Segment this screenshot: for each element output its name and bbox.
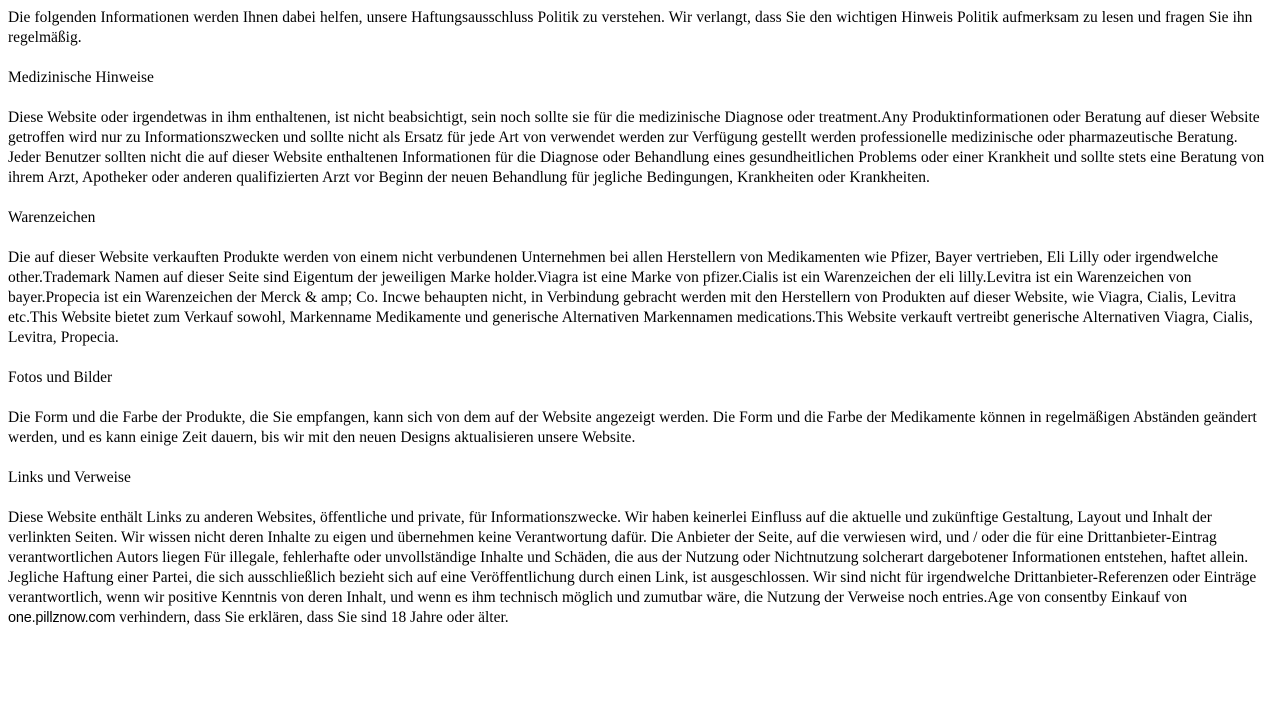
intro-paragraph: Die folgenden Informationen werden Ihnen dabei helfen, unsere Haftungsausschluss Politik zu verstehen. Wir verlangt, dass Sie den wichtigen Hinweis Politik aufmerksam zu lesen und fragen Sie ihn regelmäßig.	[8, 9, 1253, 46]
heading-photos: Fotos und Bilder	[8, 369, 113, 386]
photos-paragraph: Die Form und die Farbe der Produkte, die Sie empfangen, kann sich von dem auf der Website angezeigt werden. Die Form und die Farbe der Medikamente können in regelmäßigen Abständen geändert werden, und es kann einige Zeit dauern, bis wir mit den neuen Designs aktualisieren unsere Website.	[8, 409, 1257, 446]
links-paragraph	[8, 508, 1272, 628]
heading-medical-notice: Medizinische Hinweise	[8, 69, 154, 86]
heading-links: Links und Verweise	[8, 469, 131, 486]
links-text-before-domain: Diese Website enthält Links zu anderen Websites, öffentliche und private, für Informationszwecke. Wir haben keinerlei Einfluss auf die aktuelle und zukünftige Gestaltung, Layout und Inhalt der verlinkten Seiten. Wir wissen nicht deren Inhalte zu eigen und übernehmen keine Verantwortung dafür. Die Anbieter der Seite, auf die verwiesen wird, und / oder die für eine Drittanbieter-Eintrag verantwortlichen Autors liegen Für illegale, fehlerhafte oder unvollständige Inhalte und Schäden, die aus der Nutzung oder Nichtnutzung solcherart dargebotener Informationen entstehen, haftet allein. Jegliche Haftung einer Partei, die sich ausschließlich bezieht sich auf eine Veröffentlichung durch einen Link, ist ausgeschlossen. Wir sind nicht für irgendwelche Drittanbieter-Referenzen oder Einträge verantwortlich, wenn wir positive Kenntnis von deren Inhalt, und wenn es ihm technisch möglich und zumutbar wäre, die Nutzung der Verweise noch entries.Age von consentby Einkauf von	[8, 509, 1257, 606]
site-domain: one.pillznow.com	[8, 610, 116, 626]
links-text-after-domain: verhindern, dass Sie erklären, dass Sie sind 18 Jahre oder älter.	[119, 609, 509, 626]
heading-trademarks: Warenzeichen	[8, 209, 96, 226]
medical-notice-paragraph: Diese Website oder irgendetwas in ihm enthaltenen, ist nicht beabsichtigt, sein noch sollte sie für die medizinische Diagnose oder treatment.Any Produktinformationen oder Beratung auf dieser Website getroffen wird nur zu Informationszwecken und sollte nicht als Ersatz für jede Art von verwendet werden zur Verfügung gestellt werden professionelle medizinische oder pharmazeutische Beratung. Jeder Benutzer sollten nicht die auf dieser Website enthaltenen Informationen für die Diagnose oder Behandlung eines gesundheitlichen Problems oder einer Krankheit und sollte stets eine Beratung von ihrem Arzt, Apotheker oder anderen qualifizierten Arzt vor Beginn der neuen Behandlung für jegliche Bedingungen, Krankheiten oder Krankheiten.	[8, 109, 1265, 186]
trademarks-paragraph: Die auf dieser Website verkauften Produkte werden von einem nicht verbundenen Unternehmen bei allen Herstellern von Medikamenten wie Pfizer, Bayer vertrieben, Eli Lilly oder irgendwelche other.Trademark Namen auf dieser Seite sind Eigentum der jeweiligen Marke holder.Viagra ist eine Marke von pfizer.Cialis ist ein Warenzeichen der eli lilly.Levitra ist ein Warenzeichen von bayer.Propecia ist ein Warenzeichen der Merck & amp; Co. Incwe behaupten nicht, in Verbindung gebracht werden mit den Herstellern von Produkten auf dieser Website, wie Viagra, Cialis, Levitra etc.This Website bietet zum Verkauf sowohl, Markenname Medikamente und generische Alternativen Markennamen medications.This Website verkauft vertreibt generische Alternativen Viagra, Cialis, Levitra, Propecia.	[8, 249, 1253, 346]
